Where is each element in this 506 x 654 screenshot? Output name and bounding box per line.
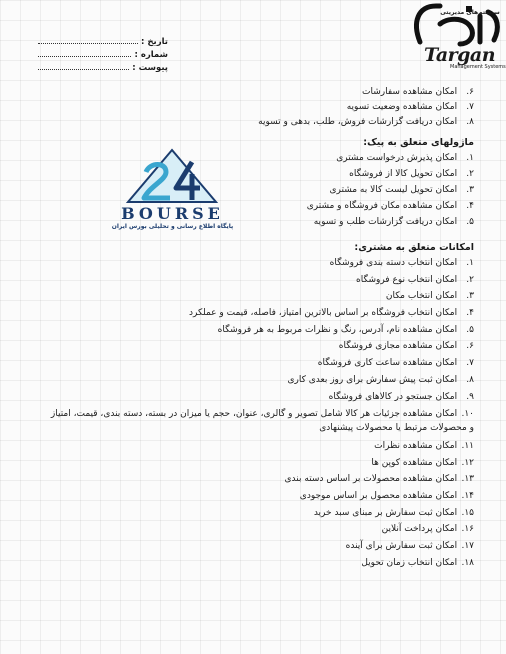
list-item-text: امکان انتخاب دسته بندی فروشگاه [329,258,458,268]
list-item-text: امکان دریافت گزارشات طلب و تسویه [313,217,458,227]
targan-wordmark: Targan [424,44,496,66]
list-item-text: امکان مشاهده نام، آدرس، رنگ و نظرات مربوط به هر فروشگاه [217,324,458,335]
list-item-text: امکان ثبت سفارش بر مبنای سبد خرید [313,507,458,518]
list-item-number: ۸. [466,117,474,127]
list-item-number: ۱۳. [461,474,474,485]
list-item-number: ۳. [466,291,474,302]
continued-list [54,86,474,128]
list-item [54,168,474,180]
list-item-text: امکان ثبت سفارش برای آینده [345,541,458,551]
list-item-number: ۱۰. [461,409,474,420]
list-item [54,86,474,98]
number-label: شماره : [134,50,168,60]
document-body [50,86,474,573]
list-item [54,440,474,452]
targan-tagline: سیستم‌های مدیریتی [440,9,500,16]
list-item-text: امکان مشاهده ساعت کاری فروشگاه [317,358,458,369]
date-label: تاریخ : [141,37,168,47]
list-item-number: ۱. [466,258,474,268]
list-item-number: ۵. [466,324,474,335]
date-dotted-line [38,42,138,44]
list-item [54,540,474,552]
number-field [38,50,168,63]
list-item-text: امکان انتخاب نوع فروشگاه [356,274,458,285]
list-item [54,290,474,302]
list-item-number: ۱. [466,153,474,163]
list-item-number: ۴. [466,201,474,211]
list-item-number: ۴. [466,308,474,319]
list-item-text: امکان مشاهده نظرات [374,440,458,451]
list-item [54,257,474,269]
list-item [54,391,474,403]
list-item-text: امکان جستجو در کالاهای فروشگاه [328,391,458,402]
list-item [54,200,474,212]
list-item-text: امکان انتخاب فروشگاه بر اساس بالاترین امتیاز، فاصله، قیمت و عملکرد [189,308,458,319]
list-item-text: امکان مشاهده محصول بر اساس موجودی [299,490,458,501]
list-item [54,523,474,535]
list-item-text: امکان تحویل کالا از فروشگاه [349,169,458,179]
list-item-text: امکان ثبت پیش سفارش برای روز بعدی کاری [287,374,458,385]
list-item-number: ۷. [466,358,474,369]
list-item-number: ۲. [466,274,474,285]
letter-header-fields [38,37,168,76]
list-item-number: ۲. [466,169,474,179]
targan-logo [410,2,505,72]
number-dotted-line [38,55,131,57]
list-item-text: امکان مشاهده کوپن ها [371,457,458,468]
list-item [54,457,474,469]
list-item [54,274,474,286]
list-item-text: امکان مشاهده مکان فروشگاه و مشتری [306,201,458,211]
list-item [54,324,474,336]
attachment-dotted-line [38,68,129,70]
list-item-number: ۱۴. [461,490,474,501]
list-item-text: امکان مشاهده محصولات بر اساس دسته بندی [284,474,458,485]
list-item [54,473,474,485]
list-item [54,357,474,369]
list-item [54,101,474,113]
list-item-number: ۱۶. [461,524,474,535]
list-item-text: امکان مشاهده سفارشات [362,87,458,97]
bourse-wordmark: BOURSE [121,204,224,223]
list-item [54,374,474,386]
list-item-text: امکان مشاهده مجازی فروشگاه [338,341,458,352]
customer-section-title: امکانات متعلق به مشتری: [354,242,474,253]
attachment-field [38,63,168,76]
list-item-number: ۱۲. [461,457,474,468]
list-item [54,216,474,228]
list-item-number: ۹. [466,391,474,402]
list-item-number: ۳. [466,185,474,195]
list-item [54,184,474,196]
courier-section-title: ماژولهای متعلق به پیک: [363,137,474,148]
list-item-number: ۶. [466,87,474,97]
list-item-text: امکان دریافت گزارشات فروش، طلب، بدهی و تسویه [258,117,458,127]
list-item-number: ۱۷. [461,541,474,551]
list-item-number: ۶. [466,341,474,352]
list-item-text: امکان انتخاب زمان تحویل [361,557,458,568]
list-item-text: امکان مشاهده جزئیات هر کالا شامل تصویر و گالری، عنوان، حجم یا میزان در بسته، دسته بندی، قیمت، امتیاز و محصولات مرتبط یا محصولات پیشنهادی [50,409,474,434]
list-item-number: ۸. [466,374,474,385]
list-item [54,490,474,502]
list-item-number: ۱۱. [461,440,474,451]
list-item-text: امکان تحویل لیست کالا به مشتری [329,185,458,195]
list-item [49,407,474,435]
list-item [54,557,474,569]
list-item-number: ۱۵. [461,507,474,518]
list-item-number: ۱۸. [461,557,474,568]
list-item-text: امکان مشاهده وضعیت تسویه [346,102,458,112]
list-item-text: امکان انتخاب مکان [385,291,458,302]
list-item [54,307,474,319]
list-item [54,152,474,164]
list-item [54,340,474,352]
targan-subtitle: Management Systems [450,64,506,70]
customer-list [50,257,474,569]
bourse-tagline: پایگاه اطلاع رسانی و تحلیلی بورس ایران [111,223,234,230]
attachment-label: پیوست : [132,63,168,73]
courier-list [54,152,474,228]
list-item [54,507,474,519]
list-item-text: امکان پرداخت آنلاین [381,524,458,535]
list-item-number: ۵. [466,217,474,227]
list-item [54,116,474,128]
list-item-text: امکان پذیرش درخواست مشتری [336,153,458,163]
date-field [38,37,168,50]
list-item-number: ۷. [466,102,474,112]
